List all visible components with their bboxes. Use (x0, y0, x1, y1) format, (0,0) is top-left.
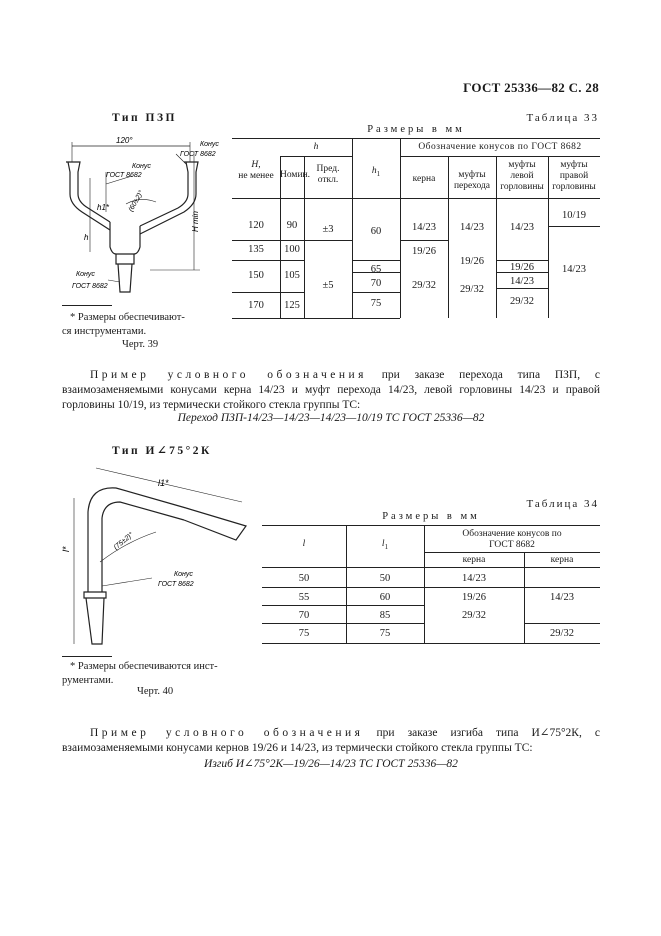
t33-h-pred2: откл. (317, 175, 339, 185)
t34-cell: 60 (379, 592, 391, 603)
t33-cell: 105 (284, 270, 300, 281)
t33-cell: 120 (248, 220, 264, 231)
fig40-angle-label: (75±2)° (112, 531, 135, 552)
t33-h-right3: горловины (552, 182, 596, 192)
t34-cell: 14/23 (462, 573, 486, 584)
example-paragraph-2 (62, 726, 600, 756)
t33-cell: 170 (248, 300, 264, 311)
t33-cell: 125 (284, 300, 300, 311)
t33-cell: 65 (370, 264, 382, 275)
t34-cell: 29/32 (550, 628, 574, 639)
t33-h-nom: Номин. (280, 170, 310, 180)
t33-h-h: h (313, 142, 319, 152)
t33-cell: 90 (286, 220, 298, 231)
t33-cell: 29/32 (510, 296, 534, 307)
designation-2: Изгиб И∠75°2К—19/26—14/23 ТС ГОСТ 25336—82 (204, 758, 458, 770)
chert-40: Черт. 40 (137, 686, 174, 697)
t34-h-kerna2: керна (550, 555, 574, 565)
t34-h-cones2: ГОСТ 8682 (489, 540, 535, 550)
t34-cell: 14/23 (550, 592, 574, 603)
t33-h-mufty2: перехода (453, 181, 491, 191)
figure-40-drawing (61, 462, 256, 652)
t34-h-l1sub: 1 (384, 542, 389, 551)
t33-h-left1: муфты (508, 160, 536, 170)
t33-cell: 75 (370, 298, 382, 309)
t33-cell: 150 (248, 270, 264, 281)
footnote-40-line1: * Размеры обеспечиваются инст- (70, 661, 218, 672)
t33-cell: 70 (370, 278, 382, 289)
table-34-subtitle: Размеры в мм (382, 511, 480, 522)
t33-h-right1: муфты (560, 160, 588, 170)
fig39-cone-label-b: Конус (132, 163, 151, 170)
t33-h-h1: h (371, 166, 377, 176)
t33-cell: ±3 (322, 224, 334, 235)
t33-cell: 14/23 (562, 264, 586, 275)
t34-cell: 75 (379, 628, 391, 639)
page-header: ГОСТ 25336—82 С. 28 (463, 80, 599, 95)
example-prefix-2: Пример условного обозначения (90, 727, 364, 739)
table-33 (232, 138, 600, 318)
table-34 (262, 525, 600, 645)
table-33-label: Таблица 33 (526, 112, 599, 124)
t33-cell: 19/26 (460, 256, 484, 267)
t33-cell: 14/23 (510, 276, 534, 287)
fig39-angle2-label: (60±2)° (127, 189, 146, 213)
t34-cell: 50 (298, 573, 310, 584)
type-title-bend: Тип И∠75°2К (112, 445, 212, 457)
fig40-l1-label: l1* (158, 478, 169, 488)
table-33-subtitle: Размеры в мм (367, 124, 465, 135)
footnote-40-line2: рументами. (62, 675, 114, 686)
footnote-39 (62, 311, 230, 339)
t33-h-mufty1: муфты (458, 170, 486, 180)
t33-cell: 14/23 (460, 222, 484, 233)
t33-cell: 29/32 (460, 284, 484, 295)
table-34-label: Таблица 34 (526, 498, 599, 510)
t34-cell: 85 (379, 610, 391, 621)
t33-cell: 60 (370, 226, 382, 237)
fig39-gost-label-a: ГОСТ 8682 (180, 151, 216, 158)
t33-h-cones: Обозначение конусов по ГОСТ 8682 (418, 142, 582, 152)
chert-39: Черт. 39 (122, 339, 159, 350)
t34-cell: 50 (379, 573, 391, 584)
example-text-1: при заказе перехода типа ПЗП, с взаимозаменяемыми конусами керна 14/23 и муфт перехода 14/23, левой горловины 14/23 и правой горловины 10/19, из термически стойкого стекла группы ТС: (62, 369, 600, 411)
example-prefix-1: Пример условного обозначения (90, 369, 367, 381)
fig40-gost-label: ГОСТ 8682 (158, 581, 194, 588)
t33-cell: 10/19 (562, 210, 586, 221)
t33-h-H2: не менее (238, 171, 274, 181)
footnote-40 (62, 660, 260, 688)
fig39-h1-label: h1* (97, 203, 110, 212)
example-text-2: при заказе изгиба типа И∠75°2К, с взаимозаменяемыми конусами кернов 19/26 и 14/23, из термически стойкого стекла группы ТС: (62, 727, 600, 754)
designation-1: Переход ПЗП-14/23—14/23—14/23—10/19 ТС ГОСТ 25336—82 (177, 412, 485, 424)
t33-cell: 19/26 (412, 246, 436, 257)
figure-39-drawing (60, 132, 225, 302)
t33-h-h1sub: 1 (376, 169, 381, 178)
fig39-gost-label-b: ГОСТ 8682 (106, 172, 142, 179)
footnote-39-line2: ся инструментами. (62, 326, 147, 337)
footnote-rule-40 (62, 656, 112, 657)
t33-h-right2: правой (559, 171, 589, 181)
t34-h-cones1: Обозначение конусов по (462, 529, 562, 539)
t34-cell: 75 (298, 628, 310, 639)
fig40-cone-label: Конус (174, 571, 193, 578)
fig39-cone-label-a: Конус (200, 141, 219, 148)
t34-h-l1: l (381, 539, 385, 549)
t33-cell: 14/23 (510, 222, 534, 233)
footnote-rule-39 (62, 305, 112, 306)
t33-cell: 29/32 (412, 280, 436, 291)
t33-h-left3: горловины (500, 182, 544, 192)
example-paragraph-1 (62, 368, 600, 413)
t34-h-kerna1: керна (462, 555, 486, 565)
t33-cell: ±5 (322, 280, 334, 291)
type-title-pzp: Тип ПЗП (112, 112, 177, 124)
fig39-hmin-label: H min (191, 211, 200, 232)
fig39-gost-label-c: ГОСТ 8682 (72, 283, 108, 290)
t33-h-left2: левой (510, 171, 534, 181)
fig39-angle-label: 120° (116, 136, 133, 145)
t33-h-H: H, (251, 160, 261, 170)
t33-cell: 19/26 (510, 262, 534, 273)
t33-h-pred1: Пред. (316, 164, 340, 174)
t34-cell: 19/26 (462, 592, 486, 603)
footnote-39-line1: * Размеры обеспечивают- (70, 312, 185, 323)
t34-cell: 29/32 (462, 610, 486, 621)
t33-cell: 135 (248, 244, 264, 255)
fig39-h-label: h (84, 233, 89, 242)
fig39-cone-label-c: Конус (76, 271, 95, 278)
fig40-l-label: l* (61, 546, 71, 552)
t33-cell: 14/23 (412, 222, 436, 233)
t34-h-l: l (302, 539, 306, 549)
t34-cell: 70 (298, 610, 310, 621)
t33-h-kerna: керна (412, 174, 436, 184)
t33-cell: 100 (284, 244, 300, 255)
t34-cell: 55 (298, 592, 310, 603)
